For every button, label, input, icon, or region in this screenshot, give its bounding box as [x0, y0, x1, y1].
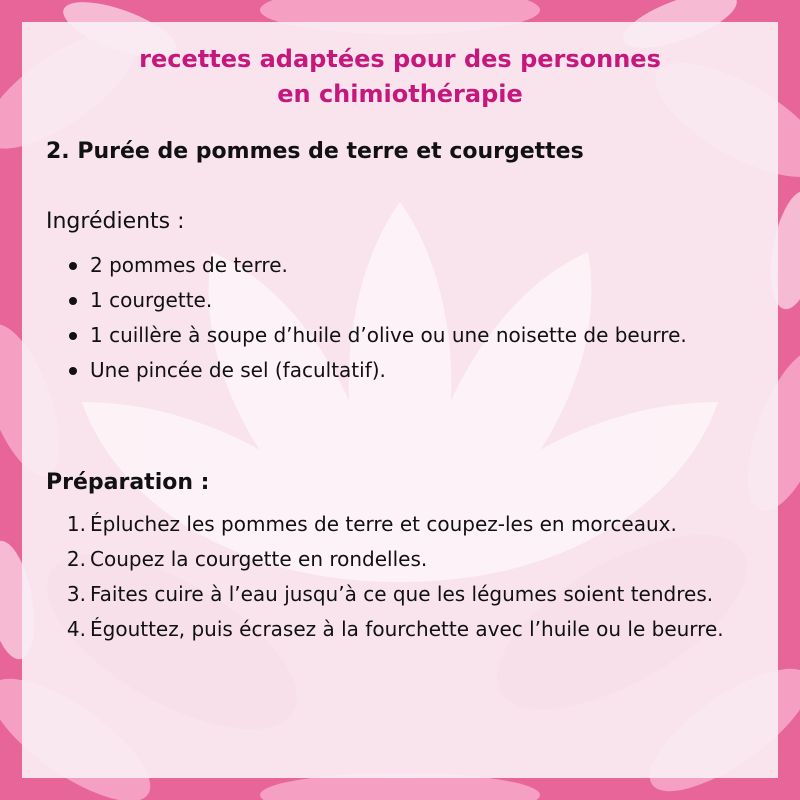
title-line-2: en chimiothérapie — [277, 80, 523, 108]
list-item: 2. Coupez la courgette en rondelles. — [66, 547, 428, 571]
preparation-steps — [46, 507, 756, 647]
list-item: 1. Épluchez les pommes de terre et coupez-les en morceaux. — [66, 512, 677, 536]
title-line-1: recettes adaptées pour des personnes — [139, 45, 661, 73]
list-item: Une pincée de sel (facultatif). — [46, 353, 756, 388]
recipe-card — [22, 22, 778, 778]
list-item: 2 pommes de terre. — [46, 248, 756, 283]
bullet-icon — [69, 332, 77, 340]
bullet-icon — [69, 262, 77, 270]
list-item: 4. Égouttez, puis écrasez à la fourchette avec l’huile ou le beurre. — [66, 617, 724, 641]
ingredients-label: Ingrédients : — [46, 209, 185, 234]
preparation-label: Préparation : — [46, 470, 210, 495]
page-title — [22, 42, 778, 112]
list-item: 1 courgette. — [46, 283, 756, 318]
recipe-heading: 2. Purée de pommes de terre et courgettes — [46, 139, 584, 164]
ingredients-list — [46, 248, 756, 388]
list-item: 1 cuillère à soupe d’huile d’olive ou une noisette de beurre. — [46, 318, 756, 353]
list-item: 3. Faites cuire à l’eau jusqu’à ce que les légumes soient tendres. — [66, 582, 714, 606]
bullet-icon — [69, 297, 77, 305]
bullet-icon — [69, 367, 77, 375]
